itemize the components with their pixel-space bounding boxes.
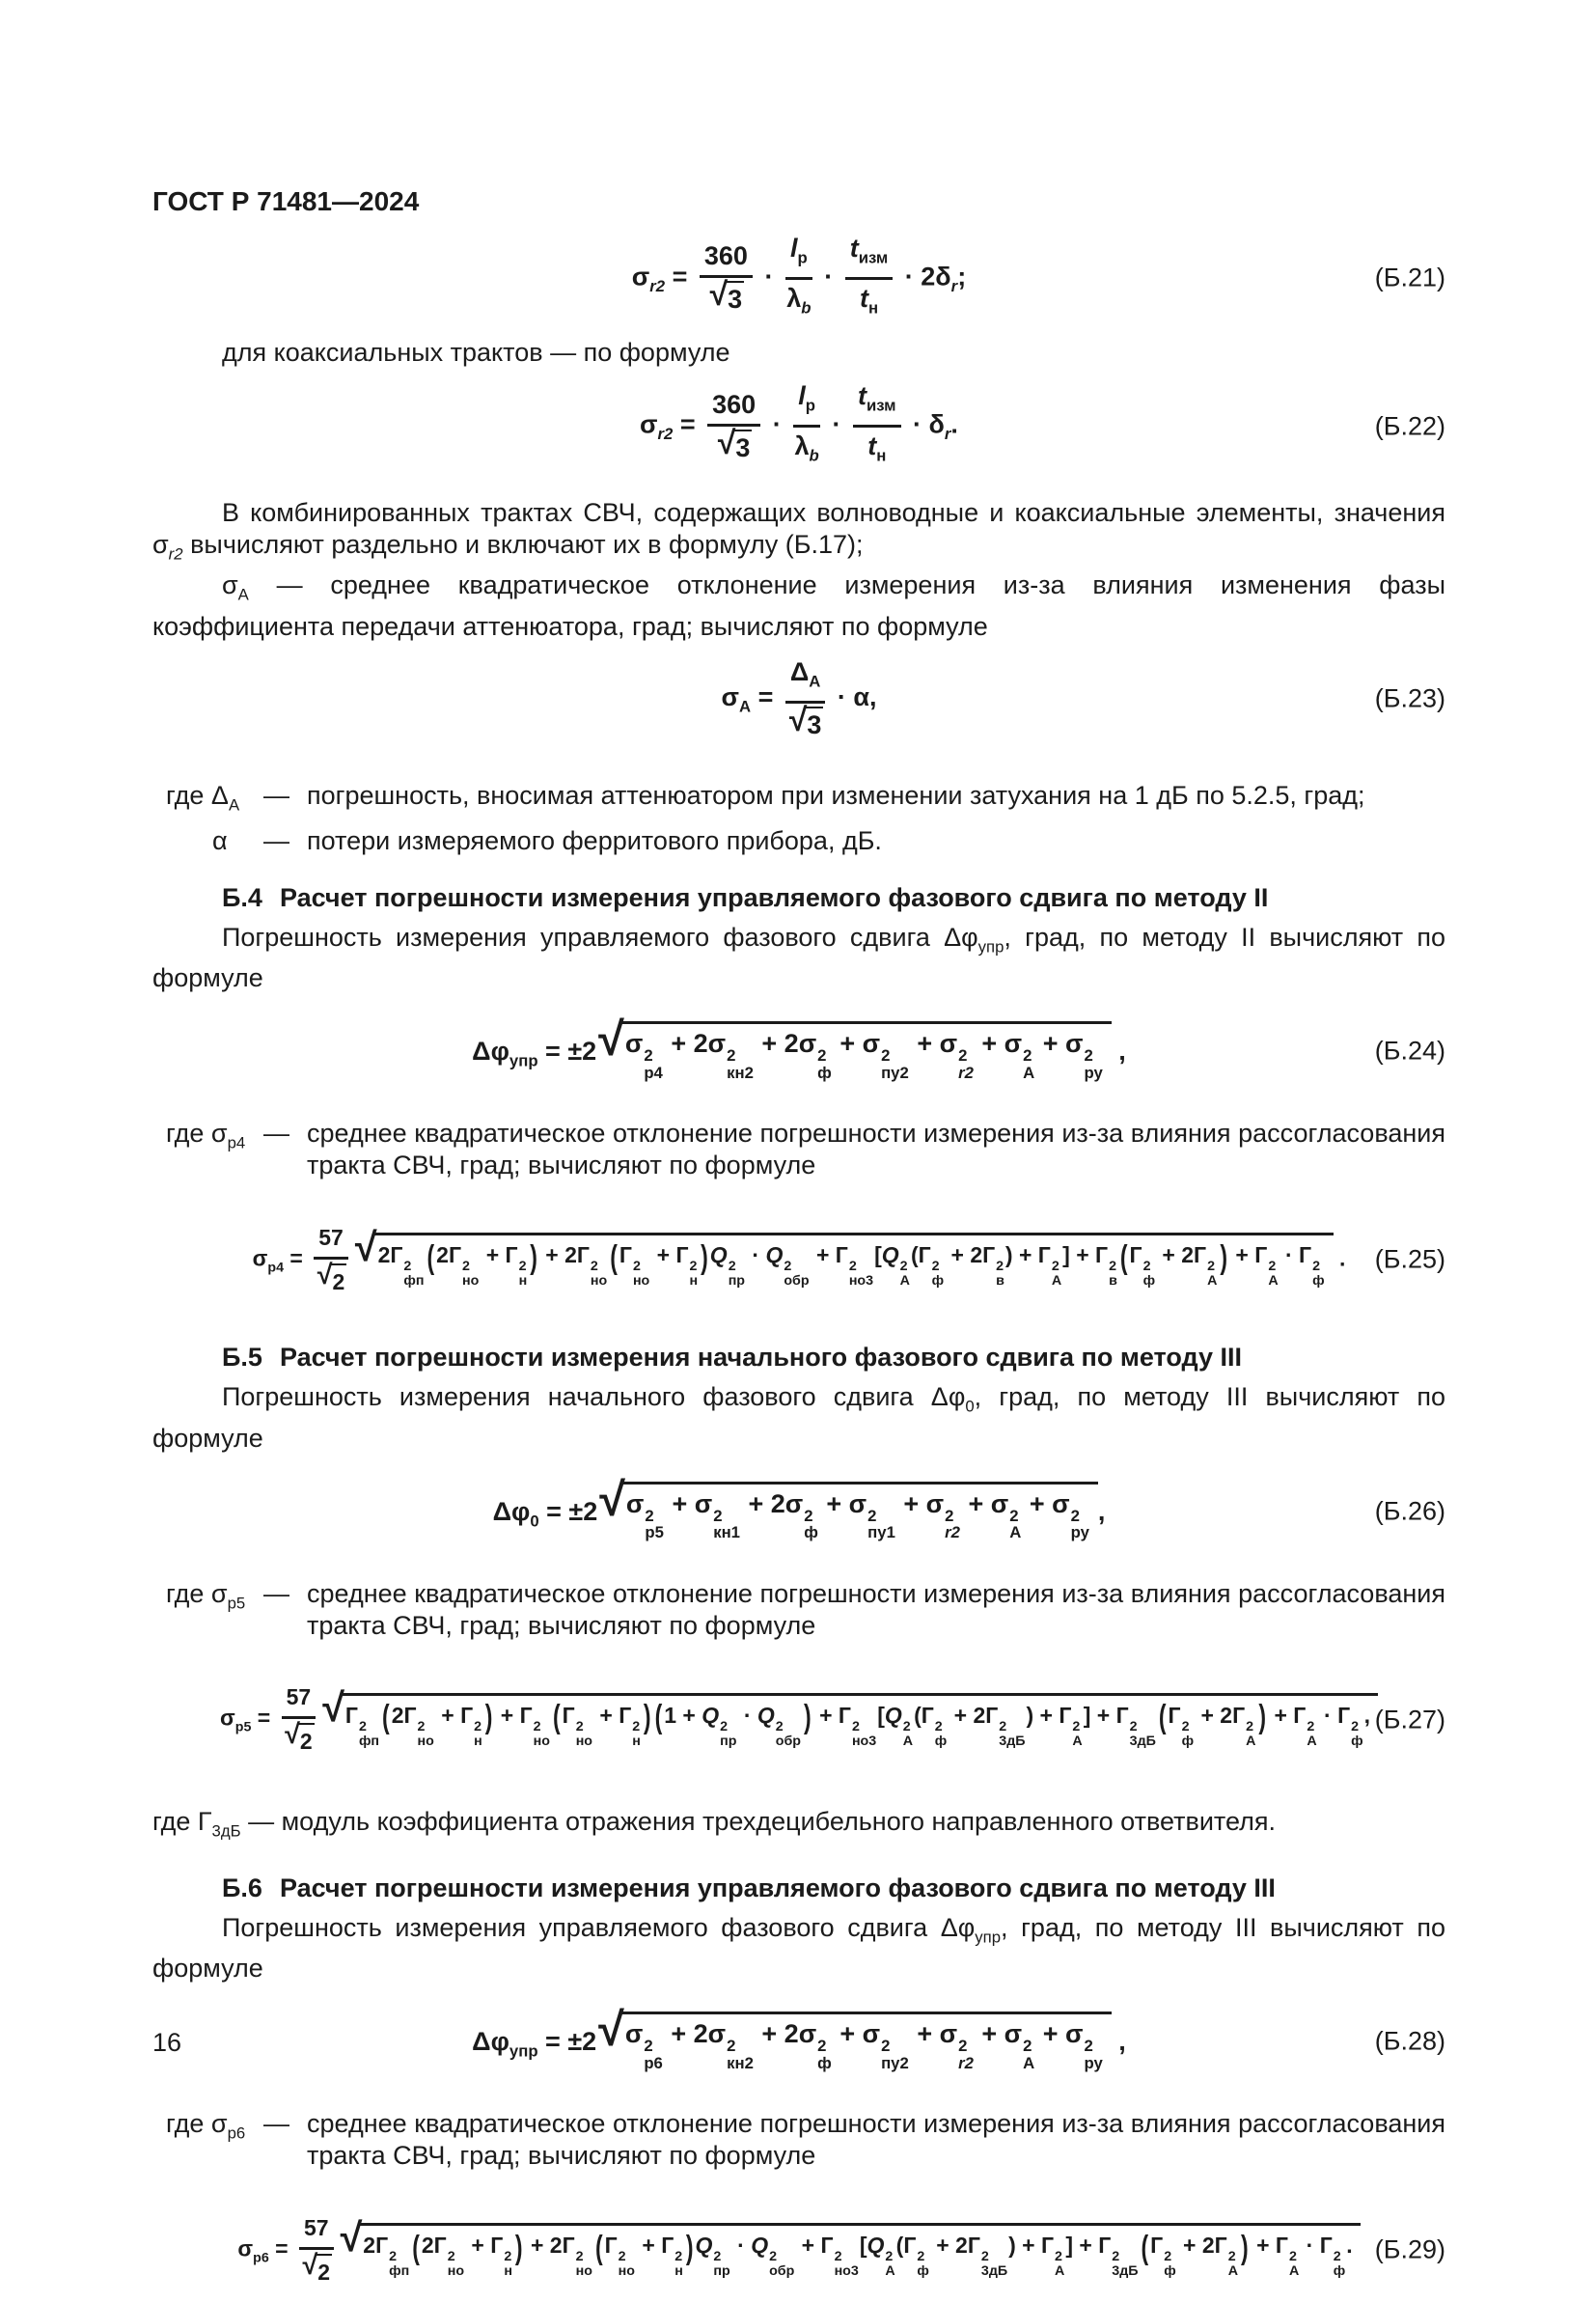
heading-b5-number: Б.5: [222, 1343, 262, 1373]
equation-label-b26: (Б.26): [1374, 1496, 1445, 1526]
equation-label-b29: (Б.29): [1374, 2234, 1445, 2264]
paragraph-b4-intro: Погрешность измерения управляемого фазового сдвига $\Delta\varphi_{упр}$, град, по методу II вычисляют по формуле: [152, 922, 1445, 993]
definition-desc-p4: среднее квадратическое отклонение погрешности измерения из-за влияния рассогласования тракта СВЧ, град; вычисляют по формуле: [307, 1119, 1445, 1180]
definition-row-alpha: [152, 825, 1445, 857]
formula-b25: [152, 1207, 1445, 1313]
definition-dash: —: [263, 1119, 289, 1149]
definition-term-p5: где $\sigma_{р5}$: [166, 1578, 246, 1613]
heading-b4: [222, 882, 1445, 914]
definition-term-alpha: α: [212, 825, 228, 855]
page-number: 16: [152, 2028, 182, 2057]
definition-desc-delta-a: погрешность, вносимая аттенюатором при изменении затухания на 1 дБ по 5.2.5, град;: [307, 780, 1365, 810]
heading-b6-text: Расчет погрешности измерения управляемого фазового сдвига по методу III: [279, 1873, 1276, 1902]
heading-b4-text: Расчет погрешности измерения управляемого фазового сдвига по методу II: [279, 882, 1269, 912]
definition-dash: —: [263, 1578, 289, 1608]
formula-b23: [152, 656, 1445, 741]
formula-b28-math: $\Delta\varphi_{упр} = \pm 2$ √ σ 2 р6 + 2σ 2 кн2 + 2σ 2 ф + σ 2 пу2 + σ 2 r2 + σ 2 А + σ 2 ру ,: [472, 2004, 1126, 2072]
paragraph-g3db: где $Г_{3дБ}$ — модуль коэффициента отражения трехдецибельного направленного ответвителя.: [152, 1806, 1276, 1841]
equation-label-b22: (Б.22): [1374, 411, 1445, 441]
equation-label-b21: (Б.21): [1374, 263, 1445, 292]
definition-dash: —: [263, 780, 289, 810]
formula-b24: [152, 1013, 1445, 1085]
formula-b28: [152, 2004, 1445, 2075]
formula-b21-math: $\sigma_{r2}$ = 360 √ 3 · $l_р$ $\lambda_b$ · $t_{изм}$ $t_н$ · $2\delta_r$;: [631, 234, 967, 318]
definition-term-p6: где $\sigma_{р6}$: [166, 2109, 246, 2143]
heading-b6-number: Б.6: [222, 1873, 262, 1902]
equation-label-b28: (Б.28): [1374, 2026, 1445, 2056]
formula-b27-math: $\sigma_{р5}$ = 57 √ 2 √ Г 2 фп (2Г 2 но + Г 2 н ) + Г 2 но (Г 2 но + Г 2 н ) (1 + Q 2 пр · Q 2 обр ) + Г 2 но3 [Q 2 А (Г 2 ф + 2Г 2 3дБ ) + Г 2 А ] + Г 2 3дБ (Г 2 ф + 2Г 2 А ) + Г 2 А · Г 2 ф ,: [220, 1681, 1378, 1758]
definition-dash: —: [263, 825, 289, 855]
formula-b22: [152, 380, 1445, 471]
document-header: ГОСТ Р 71481—2024: [152, 186, 420, 216]
equation-label-b23: (Б.23): [1374, 683, 1445, 713]
definition-desc-p6: среднее квадратическое отклонение погрешности измерения из-за влияния рассогласования тракта СВЧ, град; вычисляют по формуле: [307, 2109, 1445, 2171]
formula-b24-math: $\Delta\varphi_{упр} = \pm 2$ √ σ 2 р4 + 2σ 2 кн2 + 2σ 2 ф + σ 2 пу2 + σ 2 r2 + σ 2 А + σ 2 ру ,: [472, 1013, 1126, 1082]
equation-label-b27: (Б.27): [1374, 1705, 1445, 1734]
paragraph-sigma-a: $\sigma_А$ — среднее квадратическое отклонение измерения из-за влияния изменения фазы коэффициента передачи аттенюатора, град; вычисляют по формуле: [152, 570, 1445, 642]
paragraph-coax: для коаксиальных трактов — по формуле: [222, 338, 730, 368]
definition-row-p5: [152, 1578, 1445, 1642]
equation-label-b25: (Б.25): [1374, 1244, 1445, 1274]
formula-b21: [152, 233, 1445, 323]
definition-row-p6: [152, 2108, 1445, 2172]
formula-b27: [152, 1667, 1445, 1773]
formula-b26: [152, 1473, 1445, 1545]
heading-b5: [222, 1342, 1445, 1373]
formula-b29-math: $\sigma_{р6}$ = 57 √ 2 √ 2Г 2 фп (2Г 2 но + Г 2 н ) + 2Г 2 но (Г 2 но + Г 2 н )Q 2 пр · Q 2 обр + Г 2 но3 [Q 2 А (Г 2 ф + 2Г 2 3дБ ) + Г 2 А ] + Г 2 3дБ (Г 2 ф + 2Г 2 А ) + Г 2 А · Г 2 ф .: [237, 2212, 1360, 2289]
definition-desc-p5: среднее квадратическое отклонение погрешности измерения из-за влияния рассогласования тракта СВЧ, град; вычисляют по формуле: [307, 1578, 1445, 1640]
heading-b5-text: Расчет погрешности измерения начального фазового сдвига по методу III: [279, 1343, 1242, 1373]
paragraph-b5-intro: Погрешность измерения начального фазового сдвига $\Delta\varphi_0$, град, по методу III вычисляют по формуле: [152, 1382, 1445, 1453]
paragraph-b6-intro: Погрешность измерения управляемого фазового сдвига $\Delta\varphi_{упр}$, град, по методу III вычисляют по формуле: [152, 1912, 1445, 1984]
formula-b22-math: $\sigma_{r2}$ = 360 √ 3 · $l_р$ $\lambda_b$ · $t_{изм}$ $t_н$ · $\delta_r$.: [640, 381, 958, 465]
definition-list-delta-a: [152, 780, 1445, 857]
definition-dash: —: [263, 2109, 289, 2139]
equation-label-b24: (Б.24): [1374, 1036, 1445, 1066]
formula-b29: [152, 2197, 1445, 2303]
formula-b25-math: $\sigma_{р4}$ = 57 √ 2 √ 2Г 2 фп (2Г 2 но + Г 2 н ) + 2Г 2 но (Г 2 но + Г 2 н )Q 2 пр · Q 2 обр + Г 2 но3 [Q 2 А (Г 2 ф + 2Г 2 в ) + Г 2 А ] + Г 2 в (Г 2 ф + 2Г 2 А ) + Г 2 А · Г 2 ф .: [253, 1222, 1346, 1298]
definition-row-delta-a: [152, 780, 1445, 821]
definition-term-p4: где $\sigma_{р4}$: [166, 1119, 246, 1152]
definition-term-delta-a: где $\Delta_А$: [166, 780, 240, 815]
definition-row-p4: [152, 1118, 1445, 1181]
page-content: [152, 185, 1445, 2303]
paragraph-combined-tracts: В комбинированных трактах СВЧ, содержащих волноводные и коаксиальные элементы, значения $\sigma_{r2}$ вычисляют раздельно и включают их в формулу (Б.17);: [152, 497, 1445, 564]
formula-b26-math: $\Delta\varphi_0 = \pm 2$ √ σ 2 р5 + σ 2 кн1 + 2σ 2 ф + σ 2 пу1 + σ 2 r2 + σ 2 А + σ 2 ру ,: [492, 1473, 1106, 1542]
heading-b6: [222, 1873, 1445, 1904]
heading-b4-number: Б.4: [222, 882, 262, 912]
definition-desc-alpha: потери измеряемого ферритового прибора, дБ.: [307, 825, 882, 855]
formula-b23-math: $\sigma_А$ = $\Delta_А$ √ 3 · α,: [721, 657, 877, 739]
